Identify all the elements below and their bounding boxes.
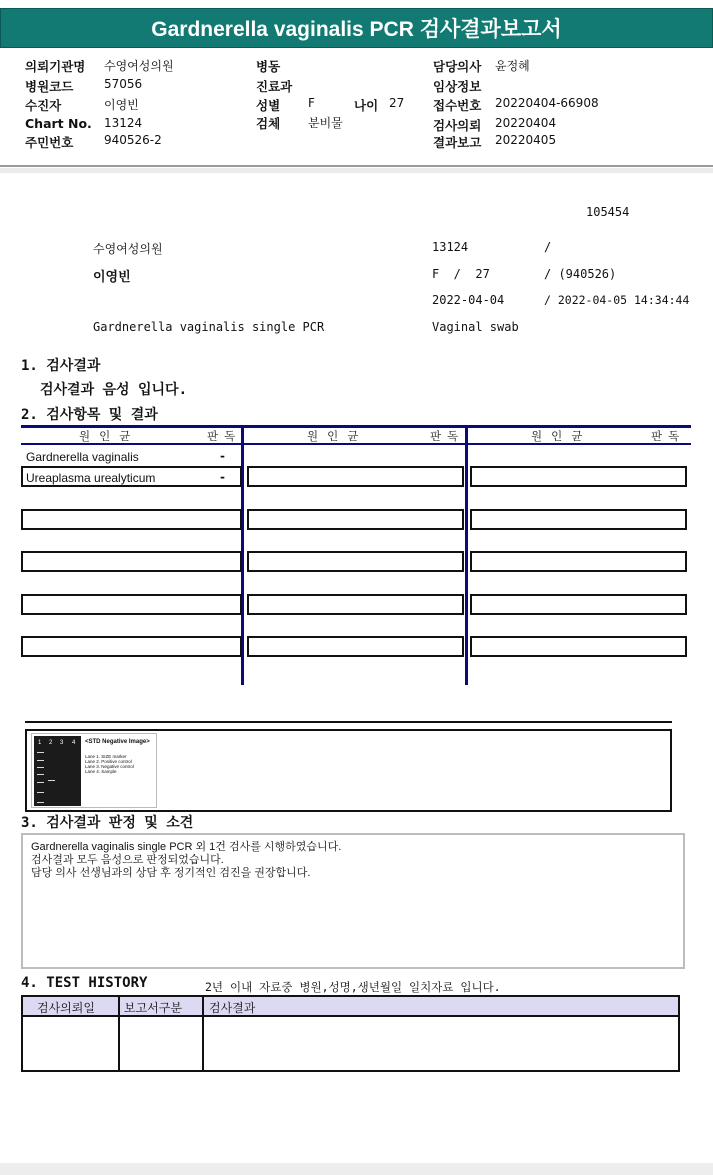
- organism-name: Ureaplasma urealyticum: [26, 471, 156, 485]
- col-result-header: 판독: [207, 429, 242, 443]
- marker-band: [37, 774, 44, 775]
- marker-band: [37, 782, 44, 783]
- result-cell: [21, 636, 242, 657]
- result-cell: [470, 509, 687, 530]
- report-value: 20220405: [495, 133, 557, 147]
- chart-value: 13124: [104, 116, 143, 130]
- gel-electrophoresis-image: [31, 733, 157, 808]
- info-hospital: 수영여성의원: [93, 242, 163, 256]
- history-col-request-date: 검사의뢰일: [37, 1001, 95, 1015]
- result-cell: [470, 466, 687, 487]
- gel-lanes: [34, 736, 81, 806]
- receipt-value: 20220404-66908: [495, 96, 599, 110]
- lane-number: 4: [72, 740, 76, 746]
- history-table: [21, 995, 680, 1072]
- specimen-label: 검체: [256, 116, 281, 131]
- section4-title: 4. TEST HISTORY: [21, 975, 148, 991]
- rrn-value: 940526-2: [104, 133, 162, 147]
- result-cell: [21, 594, 242, 615]
- gel-legend-item: Lane 2. Positive control: [85, 759, 132, 764]
- info-chart: 13124: [432, 240, 469, 254]
- section3-title: 3. 검사결과 판정 및 소견: [21, 815, 194, 831]
- chart-label: Chart No.: [25, 116, 92, 131]
- column-divider: [465, 425, 468, 685]
- history-col-result: 검사결과: [209, 1001, 256, 1015]
- opinion-line: Gardnerella vaginalis single PCR 외 1건 검사를 시행하였습니다.: [31, 841, 342, 853]
- marker-band: [37, 802, 44, 803]
- request-label: 검사의뢰: [433, 118, 482, 133]
- result-cell: [470, 551, 687, 572]
- sex-label: 성별: [256, 98, 281, 113]
- positive-control-band: [48, 780, 55, 781]
- hospital-value: 수영여성의원: [104, 59, 174, 73]
- info-request-date: 2022-04-04: [432, 293, 505, 307]
- info-specimen: Vaginal swab: [432, 320, 519, 334]
- patient-label: 수진자: [25, 98, 62, 113]
- code-value: 57056: [104, 77, 143, 91]
- info-patient: 이영빈: [93, 270, 131, 285]
- gel-legend-item: Lane 4. Sample: [85, 769, 117, 774]
- info-test-name: Gardnerella vaginalis single PCR: [93, 320, 325, 334]
- col-result-header: 판독: [651, 429, 686, 443]
- code-label: 병원코드: [25, 79, 74, 94]
- header-divider-shade: [0, 168, 713, 173]
- result-cell: [247, 594, 464, 615]
- info-birth: / (940526): [544, 267, 617, 281]
- report-header: [0, 52, 713, 164]
- doctor-value: 윤정혜: [495, 59, 530, 73]
- result-cell: [21, 509, 242, 530]
- doctor-label: 담당의사: [433, 59, 482, 74]
- age-label: 나이: [354, 98, 379, 113]
- report-label: 결과보고: [433, 135, 482, 150]
- lane-number: 2: [49, 740, 53, 746]
- lane-number: 1: [38, 740, 42, 746]
- marker-band: [37, 767, 44, 768]
- info-sex-age: F / 27: [432, 267, 490, 281]
- sex-value: F: [308, 96, 315, 110]
- organism-result: -: [220, 470, 225, 484]
- result-cell: [247, 509, 464, 530]
- history-table-header: [23, 997, 678, 1017]
- history-column-divider: [202, 997, 204, 1070]
- result-cell: [470, 636, 687, 657]
- dept-label: 진료과: [256, 79, 293, 94]
- clinical-label: 임상정보: [433, 79, 482, 94]
- image-section-divider: [25, 721, 672, 723]
- marker-band: [37, 760, 44, 761]
- col-result-header: 판독: [430, 429, 465, 443]
- gel-legend-item: Lane 1. SIZE marker: [85, 754, 127, 759]
- opinion-line: 검사결과 모두 음성으로 판정되었습니다.: [31, 854, 224, 866]
- history-column-divider: [118, 997, 120, 1070]
- result-cell: [247, 466, 464, 487]
- lane-number: 3: [60, 740, 64, 746]
- hospital-label: 의뢰기관명: [25, 59, 86, 74]
- age-value: 27: [389, 96, 405, 110]
- rrn-label: 주민번호: [25, 135, 74, 150]
- results-table: [21, 425, 691, 685]
- specimen-value: 분비물: [308, 116, 343, 130]
- ward-label: 병동: [256, 59, 281, 74]
- col-organism-header: 원인균: [79, 429, 140, 443]
- info-report-datetime: / 2022-04-05 14:34:44: [544, 293, 690, 307]
- result-cell: [470, 594, 687, 615]
- request-value: 20220404: [495, 116, 557, 130]
- organism-name: Gardnerella vaginalis: [26, 450, 139, 464]
- opinion-box: [21, 833, 685, 969]
- col-organism-header: 원인균: [531, 429, 592, 443]
- history-col-report-type: 보고서구분: [124, 1001, 182, 1015]
- report-title: Gardnerella vaginalis PCR 검사결과보고서: [0, 8, 713, 48]
- header-divider: [0, 165, 713, 167]
- table-header-border: [21, 443, 691, 445]
- result-cell: [247, 551, 464, 572]
- report-number: 105454: [586, 205, 630, 219]
- footer-bar: [0, 1163, 713, 1175]
- opinion-line: 담당 의사 선생님과의 상담 후 정기적인 검진을 권장합니다.: [31, 867, 311, 879]
- gel-legend-item: Lane 3. Negative control: [85, 764, 134, 769]
- result-cell: [247, 636, 464, 657]
- section1-title: 1. 검사결과: [21, 358, 101, 374]
- receipt-label: 접수번호: [433, 98, 482, 113]
- section2-title: 2. 검사항목 및 결과: [21, 407, 158, 423]
- info-slash: /: [544, 240, 552, 254]
- col-organism-header: 원인균: [307, 429, 368, 443]
- history-note: 2년 이내 자료중 병원,성명,생년월일 일치자료 입니다.: [205, 980, 501, 994]
- result-cell: [21, 551, 242, 572]
- gel-title: <STD Negative Image>: [85, 739, 150, 745]
- result-summary: 검사결과 음성 입니다.: [40, 382, 188, 398]
- patient-value: 이영빈: [104, 98, 139, 112]
- marker-band: [37, 792, 44, 793]
- organism-result: -: [220, 449, 225, 463]
- marker-band: [37, 752, 44, 753]
